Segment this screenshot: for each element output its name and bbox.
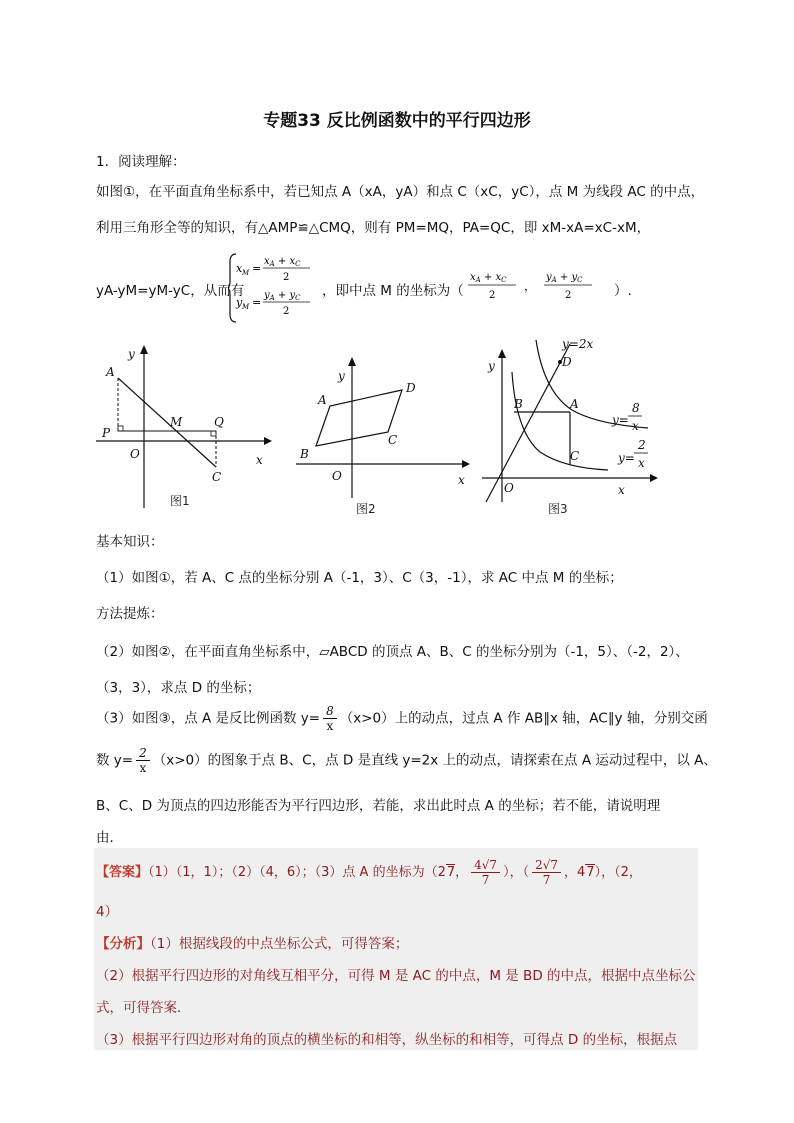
fig3-point-c: C <box>570 449 580 463</box>
answer-sqrt7: 7 <box>446 865 456 880</box>
midpoint-coords <box>464 266 614 306</box>
fig3-y-label: y <box>488 359 495 373</box>
ym-eq: = <box>252 296 262 309</box>
intro-line-3b: ，即中点 M 的坐标为（ <box>322 283 464 299</box>
analysis-line-1 <box>96 932 408 952</box>
figure-2-graph <box>292 348 472 518</box>
fig3-curve1-lhs: y= <box>612 413 629 427</box>
fig3-curve1-den: x <box>632 419 639 433</box>
problem-1: （1）如图①，若 A、C 点的坐标分别 A（-1，3）、C（3，-1），求 AC 中点 M 的坐标； <box>96 570 623 586</box>
xm-sub: M <box>242 269 250 277</box>
answer-frac-2-num: 2√7 <box>532 858 561 873</box>
xm-den: 2 <box>283 272 290 283</box>
analysis-tag: 【分析】 <box>96 936 150 952</box>
fig3-point-b: B <box>514 397 523 411</box>
problem-3-line-2 <box>96 746 717 775</box>
intro-line-3a: yA-yM=yM-yC，从而有 <box>96 283 245 299</box>
analysis-3-line-1: （3）根据平行四边形对角的顶点的横坐标的和相等，纵坐标的和相等，可得点 D 的坐标，根据点 <box>96 1032 678 1048</box>
answer-frac-1 <box>471 858 500 887</box>
problem-3-line-1a: （3）如图③，点 A 是反比例函数 y= <box>96 710 321 727</box>
problem-3-frac-2 <box>136 746 150 775</box>
my-num: $y_A + y_C$ <box>546 272 583 284</box>
problem-3-line-4: 由． <box>96 830 123 846</box>
problem-3-line-3: B、C、D 为顶点的四边形能否为平行四边形，若能，求出此时点 A 的坐标；若不能，请说明理 <box>96 798 661 814</box>
fig2-point-c: C <box>388 433 398 447</box>
answer-line-1: 【答案】（1）（1，1）；（2）（4，6）；（3）点 A 的坐标为（27， $\frac{4√7}{7}$ ），（ $\frac{2√7}{7}$ ，47），（2， <box>96 858 642 887</box>
xm-num: $x_A + x_C$ <box>264 256 301 268</box>
problem-3-line-2b: （x>0）的图象于点 B、C，点 D 是直线 y=2x 上的动点，请探索在点 A 运动过程中，以 A、 <box>152 752 717 769</box>
fig3-point-d: D <box>562 355 572 369</box>
frac-num: 2 <box>136 746 150 761</box>
answer-frac-2-den: 7 <box>542 873 551 887</box>
answer-frac-1-den: 7 <box>481 873 490 887</box>
fig3-curve2-num: 2 <box>638 438 646 452</box>
intro-line-1: 如图①，在平面直角坐标系中，若已知点 A（xA，yA）和点 C（xC，yC），点 M 为线段 AC 的中点， <box>96 184 705 200</box>
figure-3 <box>478 332 658 518</box>
answer-frac-1-num: 4√7 <box>471 858 500 873</box>
fig2-y-label: y <box>338 369 345 383</box>
fig2-origin: O <box>332 469 342 483</box>
my-den: 2 <box>565 290 572 301</box>
frac-den: x <box>326 719 334 733</box>
fig2-x-label: x <box>458 473 465 487</box>
fig3-curve2-lhs: y= <box>618 451 635 465</box>
analysis-1-text: （1）根据线段的中点坐标公式，可得答案； <box>150 936 409 952</box>
page-title: 专题33 反比例函数中的平行四边形 <box>263 111 531 131</box>
answer-frac-2 <box>532 858 561 887</box>
fig2-caption: 图2 <box>356 502 376 516</box>
problem-3-line-2a: 数 y= <box>96 752 134 769</box>
answer-text-a: （1）（1，1）；（2）（4，6）；（3）点 A 的坐标为（2 <box>148 865 446 880</box>
method-heading: 方法提炼： <box>96 606 164 622</box>
fig3-point-a: A <box>570 397 579 411</box>
fig3-line-label: y=2x <box>562 337 594 351</box>
analysis-2-line-2: 式，可得答案． <box>96 1000 191 1016</box>
answer-text-b: ），（ <box>503 865 530 880</box>
fig1-point-q: Q <box>214 415 224 429</box>
basic-knowledge-heading: 基本知识： <box>96 534 164 550</box>
fig3-caption: 图3 <box>548 502 568 516</box>
xm-eq: = <box>252 262 262 275</box>
answer-text-d: ），（2， <box>594 865 642 880</box>
intro-line-3c: ）. <box>614 283 632 299</box>
ym-label: y <box>236 296 243 309</box>
fig3-x-label: x <box>618 483 625 497</box>
figure-1-graph <box>92 340 272 515</box>
equation-system <box>228 252 318 324</box>
ym-den: 2 <box>283 306 290 317</box>
answer-sqrt7-b: 7 <box>586 865 595 880</box>
fig1-x-label: x <box>256 453 263 467</box>
problem-2-line-2: （3，3），求点 D 的坐标； <box>96 680 261 696</box>
answer-text-c: ，4 <box>564 865 586 880</box>
question-heading: 1．阅读理解： <box>96 154 186 170</box>
fig3-curve2-den: x <box>638 456 645 470</box>
answer-line-2: 4） <box>96 904 119 920</box>
problem-3-line-1 <box>96 704 708 733</box>
problem-3-frac-8 <box>323 704 337 733</box>
figure-2 <box>292 348 472 518</box>
frac-num: 8 <box>323 704 337 719</box>
xm-label: x <box>236 262 243 275</box>
ym-sub: M <box>242 303 250 311</box>
fig1-caption: 图1 <box>170 494 190 508</box>
fig1-point-c: C <box>212 470 222 484</box>
fig2-point-d: D <box>406 381 416 395</box>
answer-tag: 【答案】 <box>96 865 149 880</box>
fig3-curve1-num: 8 <box>632 401 640 415</box>
frac-den: x <box>139 761 147 775</box>
fig2-point-b: B <box>300 447 309 461</box>
fig1-y-label: y <box>128 347 135 361</box>
fig3-origin: O <box>504 481 514 495</box>
mx-num: $x_A + x_C$ <box>470 272 507 284</box>
ym-num: $y_A + y_C$ <box>264 290 301 302</box>
analysis-2-line-1: （2）根据平行四边形的对角线互相平分，可得 M 是 AC 的中点，M 是 BD 的中点，根据中点坐标公 <box>96 968 696 984</box>
problem-3-line-1b: （x>0）上的动点，过点 A 作 AB∥x 轴，AC∥y 轴，分别交函 <box>339 710 708 727</box>
fig2-point-a: A <box>318 393 327 407</box>
fig1-point-m: M <box>170 415 183 429</box>
fig1-point-a: A <box>106 365 115 379</box>
coord-comma: ， <box>524 279 537 293</box>
fig1-point-p: P <box>102 426 111 440</box>
midpoint-formula-row <box>96 252 716 322</box>
mx-den: 2 <box>489 290 496 301</box>
intro-line-2: 利用三角形全等的知识，有△AMP≌△CMQ，则有 PM=MQ，PA=QC，即 xM-xA=xC-xM， <box>96 220 651 236</box>
problem-2-line-1: （2）如图②，在平面直角坐标系中，▱ABCD 的顶点 A、B、C 的坐标分别为（-1，5）、（-2，2）、 <box>96 644 689 660</box>
figure-3-graph <box>478 332 658 518</box>
figure-1 <box>92 340 272 515</box>
fig1-origin: O <box>130 447 140 461</box>
